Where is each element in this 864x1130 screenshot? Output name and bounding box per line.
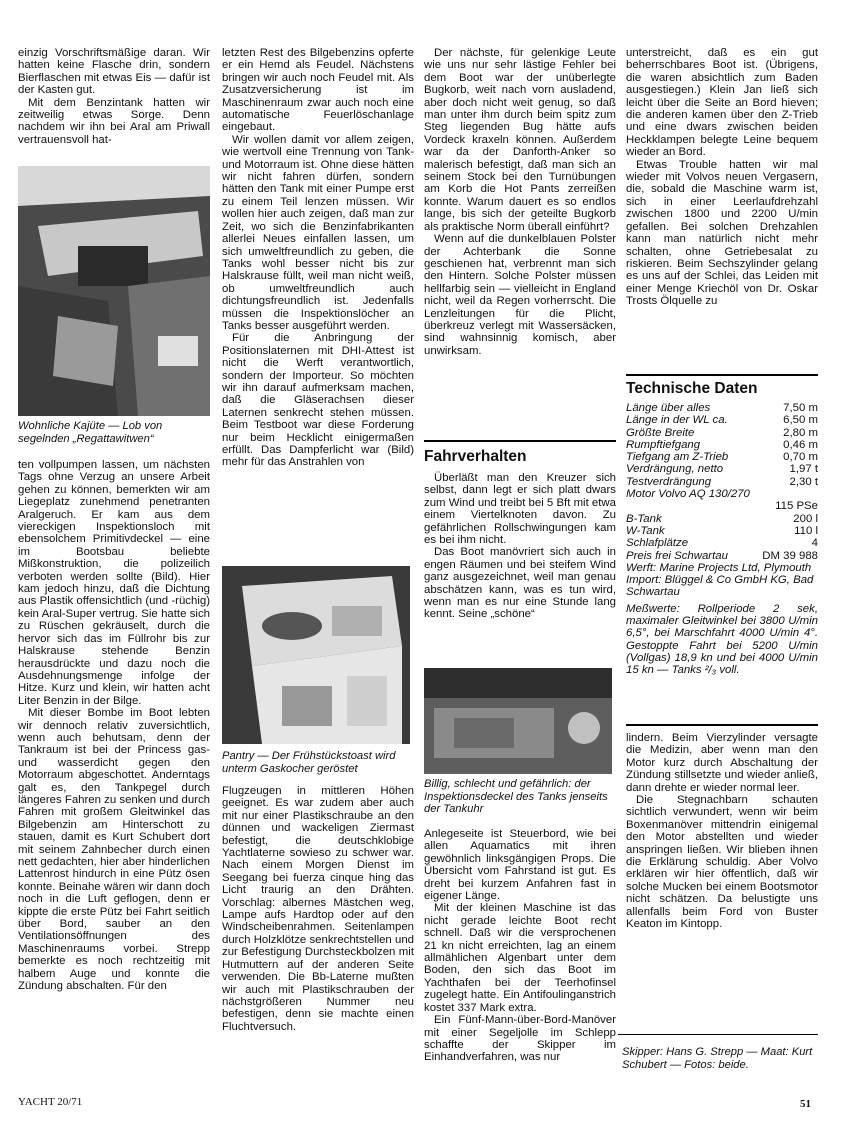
caption-tank-lid: Billig, schlecht und gefährlich: der Inspektionsdeckel des Tanks jenseits der Tankuhr (424, 778, 608, 816)
spec-row: B-Tank 200 l (626, 512, 818, 525)
paragraph: Das Boot manövriert sich auch in engen Räumen und bei steifem Wind ganz ausgezeichnet, weil man genau abschätzen kann, was es tun wird, wenn man es nur eine Stunde lang kennt. Seine „schöne“ (424, 546, 616, 621)
paragraph: lindern. Beim Vierzylinder versagte die Medizin, aber wenn man den Motor kurz durch Abschaltung der Zündung stillsetzte und wieder anließ, dann drehte er wieder normal leer. (626, 732, 818, 794)
column-2-top (222, 47, 414, 469)
spec-row: W-Tank 110 l (626, 524, 818, 537)
spec-row: Schlafplätze 4 (626, 537, 818, 550)
column-3-bottom (424, 828, 616, 1064)
tank-lid-photo-illustration (424, 668, 612, 774)
specs-heading: Technische Daten (626, 380, 758, 397)
spec-row: Tiefgang am Z-Trieb 0,70 m (626, 451, 818, 464)
column-1-bottom (18, 459, 210, 992)
paragraph: Anlegeseite ist Steuerbord, wie bei allen Aquamatics mit ihren gewöhnlich linksgängigen Props. Die Übersicht vom Fahrstand ist gut. Es dreht bei kurzem Anfahren fast in eigener Länge. (424, 828, 616, 903)
paragraph: Wenn auf die dunkelblauen Polster der Achterbank die Sonne geschienen hat, verbrennt man sich den Hintern. Solche Polster müssen hellfarbig sein — vielleicht in England nicht, weil da Regen vorherrscht. Die Lenzleitungen für die Plicht, überkreuz verlegt mit Wassersäcken, sind wahnsinnig komisch, aber unwirksam. (424, 233, 616, 357)
paragraph: Mit dem Benzintank hatten wir zeitweilig etwas Sorge. Denn nachdem wir ihn bei Aral am Priwall vertrauensvoll hat- (18, 96, 210, 146)
section-rule (424, 440, 616, 442)
cabin-photo (18, 166, 210, 416)
spec-row: Größte Breite 2,80 m (626, 426, 818, 439)
specs-table (626, 402, 818, 677)
column-4-bottom (626, 732, 818, 931)
cabin-photo-illustration (18, 166, 210, 416)
pantry-photo-illustration (222, 566, 410, 744)
section-heading: Fahrverhalten (424, 448, 527, 465)
specs-top-rule (626, 374, 818, 376)
spec-importer: Import: Blüggel & Co GmbH KG, Bad Schwartau (626, 574, 814, 599)
paragraph: Der nächste, für gelenkige Leute wie uns nur sehr lästige Fehler bei dem Boot war der unüberlegte Bugkorb, weit nach vorn ausladend, aber doch nicht weit genug, so daß man unter ihm durch beim spitz zum Steg liegenden Bug hätte aufs Vordeck kraxeln können. Außerdem war da der Danforth-Anker so malerisch befestigt, daß man sich an seinem Stock bei den Turnübungen am Korb die Hot Pants zerreißen konnte. Warum dauert es so endlos lange, bis sich der geteilte Bugkorb als praktische Norm überall einführt? (424, 47, 616, 233)
tank-lid-photo (424, 668, 612, 774)
paragraph: ten vollpumpen lassen, um nächsten Tags ohne Verzug an unsere Arbeit gehen zu können, bemerkten wir am Liegeplatz zunehmend penetranten Aralgeruch. Er kam aus dem viereckigen Inspektionsloch mit ebensolchem Primitivdeckel — eine im Bootsbau beliebte Mißkonstruktion, die polizeilich verboten werden sollte (Bild). Hier kam jedoch hinzu, daß die Dichtung aus Plastik offensichtlich (und -rüchig) kein Aral-Super vertrug. Sie hatte sich zu Rüschen gekräuselt, durch die hervor sich das im Füllrohr bis zur Halskrause stehende Benzin herausdrückte und dazu noch die Ausdehnungsmenge infolge der Hitze. Kurz und klein, wir hatten acht Liter Benzin in der Bilge. (18, 459, 210, 707)
page-number: 51 (800, 1098, 811, 1110)
paragraph: Etwas Trouble hatten wir mal wieder mit Volvos neuen Vergasern, die, sobald die Maschine warm ist, sich in einer Leerlaufdrehzahl zwischen 1800 und 2200 U/min gefallen. Bei solchen Drehzahlen kann man natürlich nicht mehr schalten, ohne Getriebesalat zu riskieren. Beim Sechszylinder gelang es uns auf der Schlei, das Leiden mit einer Menge Kriechöl von Dr. Oskar Trosts Ölquelle zu (626, 158, 818, 308)
paragraph: unterstreicht, daß es ein gut beherrschbares Boot ist. (Übrigens, die waren absichtlich zum Baden ausgestiegen.) Klein Jan ließ sich leicht über die Seite an Bord hieven; die anderen kamen über den Z-Trieb und eine dwars zwischen beiden Heckklampen belegte Leine bequem wieder an Bord. (626, 47, 818, 159)
paragraph: letzten Rest des Bilgebenzins opferte er ein Hemd als Feudel. Nächstens bringen wir auch noch Feudel mit. Als Zusatzversicherung ist im Maschinenraum zwar auch noch eine automatische Feuerlöschanlage eingebaut. (222, 47, 414, 134)
spec-motor-power: 115 PSe (775, 500, 818, 513)
photo-credits: Skipper: Hans G. Strepp — Maat: Kurt Schubert — Fotos: beide. (622, 1046, 813, 1071)
column-2-bottom (222, 785, 414, 1033)
spec-row: Länge in der WL ca. 6,50 m (626, 414, 818, 427)
footer-issue: YACHT 20/71 (18, 1096, 83, 1108)
spec-row: Rumpftiefgang 0,46 m (626, 438, 818, 451)
paragraph: Die Stegnachbarn schauten sichtlich verwundert, wenn wir beim Boxenmanöver mittendrin einigemal den Motor abstellten und wieder anspringen ließen. Wir blieben ihnen die Erklärung schuldig. Aber Volvo erklären wir hier öffentlich, daß wir solche Mucken bei einem Bootsmotor nicht schätzen. Da belustigte uns allenfalls beim Ford von Buster Keaton im Kintopp. (626, 794, 818, 931)
paragraph: Mit dieser Bombe im Boot lebten wir dennoch relativ zuversichtlich, wenn auch behutsam, denn der Tankraum ist bei der Princess gas- und wasserdicht gegen den Motorraum abgeschottet. Anderntags galt es, den Tankpegel durch längeres Fahren zu senken und durch Fahren mit großem Gleitwinkel das Bilgebenzin am Hinterschott zu stauen, damit es Kurt Schubert dort mit seinem Zahnbecher durch einen nett gedachten, hier aber hinderlichen Lattenrost hindurch in eine Pütz ösen konnte. Beinahe wären wir dann doch noch in die Luft geflogen, denn er kippte die erste Pütz bei Fahrt seitlich über Bord, sauber an den Ventilationsöffnungen des Maschinenraums vorbei. Strepp bemerkte es noch rechtzeitig mit halbem Auge und konnte die Zündung abschalten. Für den (18, 707, 210, 993)
spec-yard: Werft: Marine Projects Ltd, Plymouth (626, 561, 812, 574)
column-3-mid (424, 472, 616, 621)
spec-motor: Motor Volvo AQ 130/270 (626, 488, 750, 501)
pantry-photo (222, 566, 410, 744)
caption-pantry: Pantry — Der Frühstückstoast wird unterm Gaskocher geröstet (222, 750, 396, 775)
paragraph: Überläßt man den Kreuzer sich selbst, dann legt er sich platt dwars zum Wind und treibt bei 5 Bft mit etwa einem Viertelknoten davon. Zu gefährlichen Rollschwingungen kam es bei ihm nicht. (424, 472, 616, 547)
column-4-top (626, 47, 818, 308)
paragraph: Mit der kleinen Maschine ist das nicht gerade leichte Boot recht schnell. Daß wir die versprochenen 21 kn nicht erreichten, lag an einem allmählichen Algenbart unter dem Boden, den sich das Boot im Yachthafen bei der Teerhofinsel zugelegt hatte. Ein Antifoulinganstrich kostet 337 Mark extra. (424, 902, 616, 1014)
spec-row: Länge über alles 7,50 m (626, 402, 818, 414)
caption-cabin: Wohnliche Kajüte — Lob von segelnden „Regattawitwen“ (18, 420, 163, 445)
spec-row: Testverdrängung 2,30 t (626, 475, 818, 488)
paragraph: Wir wollen damit vor allem zeigen, wie wertvoll eine Trennung von Tank- und Motorraum ist. Ohne diese hätten wir nicht fahren dürfen, sondern hätten den Tank mit einer Pumpe erst zu einem Teil lenzen müssen. Wir wollen hier auch zeigen, daß man zur Zeit, wo sich die Benzinfabrikanten allerlei Neues einfallen lassen, um sich umweltfreundlich zu geben, die Tanks wohl besser nicht bis zur Halskrause füllt, weil man nicht weiß, ob umweltfreundlich auch dichtungsfreundlich ist. Jedenfalls müssen die Inspektionslöcher an Tanks besser ausgeführt werden. (222, 133, 414, 332)
paragraph: einzig Vorschriftsmäßige daran. Wir hatten keine Flasche drin, sondern Bierflaschen mit etwas Eis — dafür ist der Kasten gut. (18, 47, 210, 97)
column-1-top (18, 47, 210, 146)
paragraph: Flugzeugen in mittleren Höhen geeignet. Es war zudem aber auch mit nur einer Plastikschraube an den dünnen und wackeligen Ziermast befestigt, die deutschklobige Yachtlaterne sowieso zu schwer war. Nach einem Morgen Dienst im Seegang bei fuerza cinque hing das Licht traurig an den Drähten. Vorschlag: albernes Mästchen weg, Lampe aufs Hardtop oder auf den Windscheibenrahmen. Seitenlampen durch Holzklötze senkrechtstellen und zur Befestigung Durchsteckbolzen mit Hutmuttern auf der anderen Seite verwenden. Die Bb-Laterne mußten wir auch mit Plastikschrauben der nächstgrößeren Nummer neu befestigen, denn sie machte einen Fluchtversuch. (222, 785, 414, 1033)
spec-measurements: Meßwerte: Rollperiode 2 sek, maximaler Gleitwinkel bei 3800 U/min 6,5°, bei Marschfahrt 4000 U/min 4°. Gestoppte Fahrt bei 5200 U/min (Vollgas) 18,9 kn und bei 4000 U/min 15 kn — Tanks ²/₃ voll. (626, 602, 818, 677)
column-3-top (424, 47, 616, 357)
specs-bottom-rule (626, 724, 818, 726)
paragraph: Für die Anbringung der Positionslaternen mit DHI-Attest ist nicht die Werft verantwortlich, sondern der Importeur. So möchten wir ihn darauf aufmerksam machen, daß die Gläserachsen dieser Laternen senkrecht stehen müssen. Beim Testboot war diese Forderung nur beim Hecklicht einigermaßen erfüllt. Das Dampferlicht war (Bild) mehr für das Anstrahlen von (222, 332, 414, 469)
spec-row: Verdrängung, netto 1,97 t (626, 463, 818, 476)
paragraph: Ein Fünf-Mann-über-Bord-Manöver mit einer Segeljolle im Schlepp schaffte der Skipper im Einhandverfahren, was nur (424, 1014, 616, 1064)
spec-row: Preis frei Schwartau DM 39 988 (626, 549, 818, 562)
credits-rule (618, 1034, 818, 1035)
